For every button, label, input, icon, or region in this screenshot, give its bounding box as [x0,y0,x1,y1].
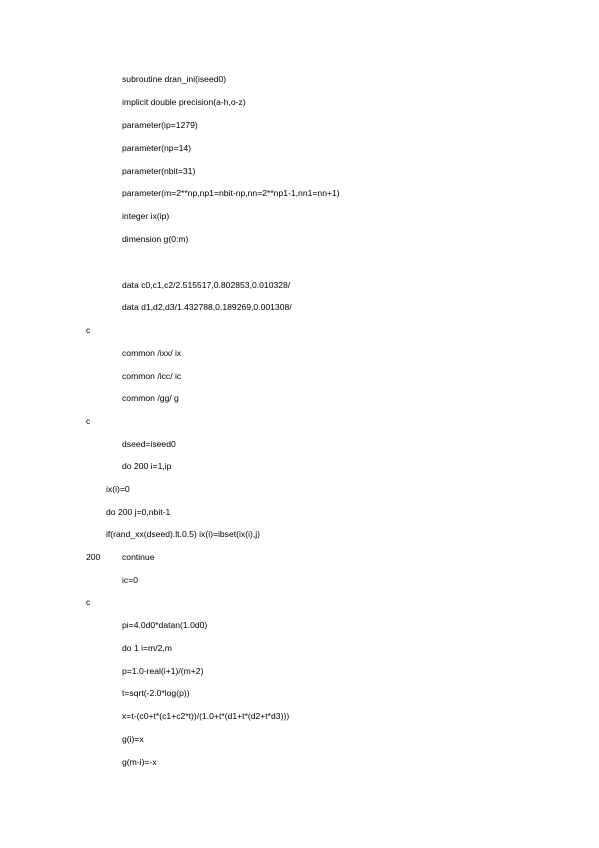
line-code: dimension g(0:m) [122,234,189,244]
code-line [0,505,599,519]
line-code: do 200 j=0,nbit-1 [106,507,171,517]
line-code: ic=0 [122,575,139,585]
line-code: continue [122,552,155,562]
line-code: dseed=iseed0 [122,439,176,449]
line-code: if(rand_xx(dseed).lt.0.5) ix(i)=ibset(ix(i),j) [106,529,261,539]
code-line [0,641,599,655]
code-line [0,709,599,723]
code-line [0,732,599,746]
code-line [0,573,599,587]
line-code: data d1,d2,d3/1.432788,0.189269,0.001308/ [122,302,292,312]
code-line [0,686,599,700]
line-code: do 1 i=m/2,m [122,643,172,653]
line-code: do 200 i=1,ip [122,461,172,471]
code-line [0,664,599,678]
line-code: common /ixx/ ix [122,348,182,358]
code-line [0,186,599,200]
line-code: p=1.0-real(i+1)/(m+2) [122,666,204,676]
line-code: parameter(np=14) [122,143,192,153]
code-line [0,459,599,473]
code-line [0,437,599,451]
code-line [0,369,599,383]
code-line [0,72,599,86]
line-code: x=t-(c0+t*(c1+c2*t))/(1.0+t*(d1+t*(d2+t*d3))) [122,711,290,721]
code-line [0,95,599,109]
code-line [0,300,599,314]
line-code: subroutine dran_ini(iseed0) [122,74,227,84]
line-code: implicit double precision(a-h,o-z) [122,97,246,107]
code-line [0,618,599,632]
line-code: common /gg/ g [122,393,179,403]
line-code: t=sqrt(-2.0*log(p)) [122,688,190,698]
code-line [0,209,599,223]
code-line [0,550,599,564]
line-code: parameter(nbit=31) [122,166,196,176]
code-line [0,346,599,360]
line-code: g(i)=x [122,734,144,744]
line-label: c [86,416,91,426]
code-line [0,755,599,769]
line-code: parameter(ip=1279) [122,120,198,130]
code-line [0,527,599,541]
line-code: g(m-i)=-x [122,757,157,767]
code-line [0,164,599,178]
code-line [0,595,599,609]
line-label: c [86,597,91,607]
code-line [0,323,599,337]
line-label: 200 [86,552,101,562]
line-code: parameter(m=2**np,np1=nbit-np,nn=2**np1-1,nn1=nn+1) [122,188,340,198]
code-line [0,414,599,428]
line-label: c [86,325,91,335]
line-code: data c0,c1,c2/2.515517,0.802853,0.010328/ [122,280,291,290]
line-code: common /icc/ ic [122,371,182,381]
line-code: integer ix(ip) [122,211,170,221]
line-code: ix(i)=0 [106,484,130,494]
line-code: pi=4.0d0*datan(1.0d0) [122,620,208,630]
code-line [0,278,599,292]
code-line [0,141,599,155]
code-line [0,118,599,132]
code-line [0,482,599,496]
code-line [0,391,599,405]
code-line [0,232,599,246]
